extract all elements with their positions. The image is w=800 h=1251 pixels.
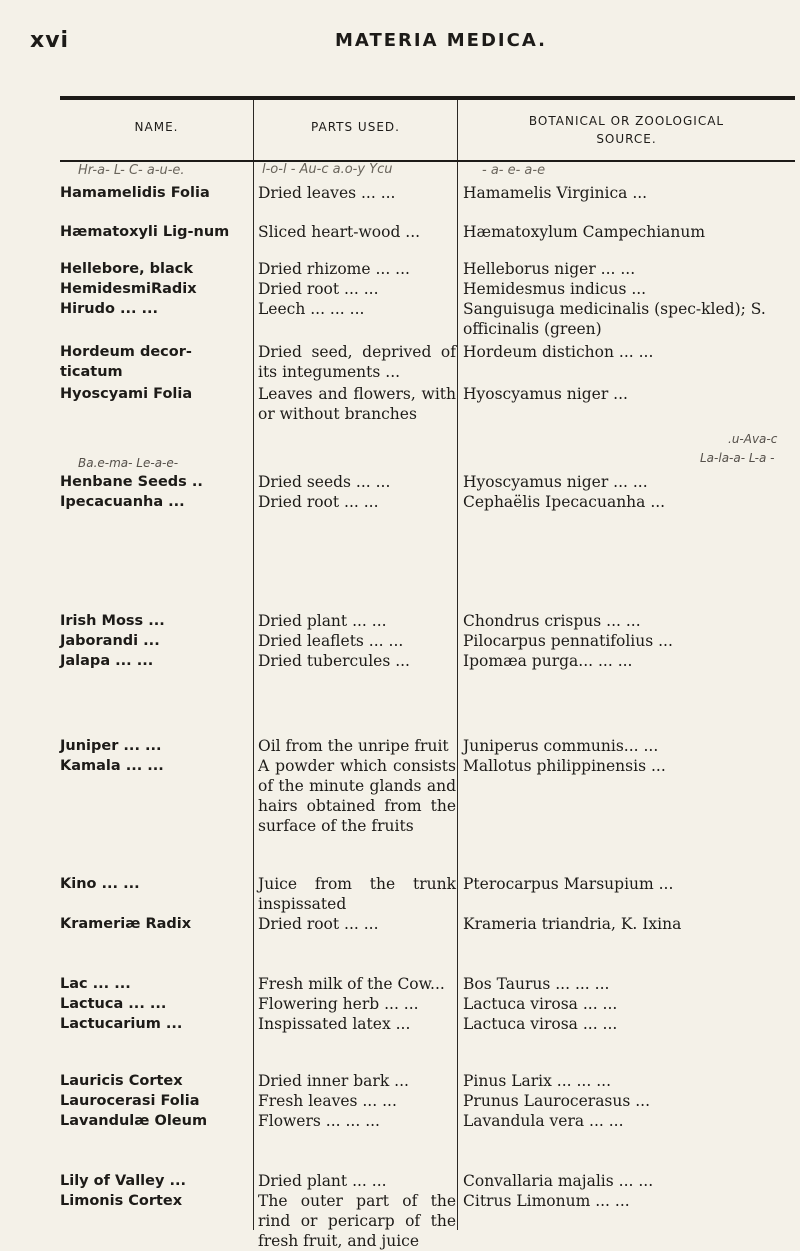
entry-name: Krameriæ Radix <box>60 916 192 932</box>
entry-source: Cephaëlis Ipecacuanha ... <box>463 493 666 511</box>
column-header-source <box>458 112 795 148</box>
entry-part: Flowers ... ... ... <box>258 1112 380 1130</box>
entry-name: Kino ... ... <box>60 876 140 892</box>
book-title: MATERIA MEDICA. <box>335 30 547 51</box>
entry-name: Lavandulæ Oleum <box>60 1113 208 1129</box>
entry-part: Dried leaflets ... ... <box>258 632 404 650</box>
entry-source: Hyoscyamus niger ... <box>463 385 628 403</box>
entry-name: Irish Moss ... <box>60 613 165 629</box>
handwritten-note-margin-2: La-la-a- L-a - <box>700 451 775 465</box>
column-header-source-line1: BOTANICAL OR ZOOLOGICAL <box>528 114 725 128</box>
entry-name: Ipecacuanha ... <box>60 494 185 510</box>
entry-part: Oil from the unripe fruit <box>258 737 449 755</box>
entry-source: Krameria triandria, K. Ixina <box>463 915 682 933</box>
entry-source: Hordeum distichon ... ... <box>463 343 654 361</box>
entry-source: Lactuca virosa ... ... <box>463 1015 618 1033</box>
entry-name: Laurocerasi Folia <box>60 1093 200 1109</box>
entry-source: Chondrus crispus ... ... <box>463 612 641 630</box>
entry-source: Lavandula vera ... ... <box>463 1112 624 1130</box>
page-number: xvi <box>30 28 70 53</box>
entry-part: Dried root ... ... <box>258 915 379 933</box>
entry-part: Dried root ... ... <box>258 493 379 511</box>
entry-part: Fresh leaves ... ... <box>258 1092 397 1110</box>
entry-name: Hellebore, black <box>60 261 193 277</box>
header-rule <box>60 160 795 162</box>
entry-name: Limonis Cortex <box>60 1193 183 1209</box>
entry-part: Dried root ... ... <box>258 280 379 298</box>
entry-source: Convallaria majalis ... ... <box>463 1172 654 1190</box>
entry-part: Dried plant ... ... <box>258 1172 387 1190</box>
column-divider-2 <box>457 100 458 1230</box>
entry-part: Fresh milk of the Cow... <box>258 975 445 993</box>
entry-name: Hæmatoxyli Lig-num <box>60 224 230 240</box>
entry-name: Lily of Valley ... <box>60 1173 187 1189</box>
entry-source: Prunus Laurocerasus ... <box>463 1092 651 1110</box>
entry-source: Hemidesmus indicus ... <box>463 280 647 298</box>
entry-part: Dried leaves ... ... <box>258 184 396 202</box>
entry-name: Lauricis Cortex <box>60 1073 183 1089</box>
column-divider-1 <box>253 100 254 1230</box>
entry-part: Dried seed, deprived of its integuments ... <box>258 343 456 381</box>
handwritten-note-name: Hr-a- L- C- a-u-e. <box>78 163 185 178</box>
column-header-parts: PARTS USED. <box>311 120 400 134</box>
entry-name: Hirudo ... ... <box>60 301 159 317</box>
entry-name: Hyoscyami Folia <box>60 386 193 402</box>
handwritten-note-margin-1: .u-Ava-c <box>728 432 778 446</box>
entry-source: Hyoscyamus niger ... ... <box>463 473 648 491</box>
entry-source: Pterocarpus Marsupium ... <box>463 875 674 893</box>
handwritten-note-henbane: Ba.e-ma- Le-a-e- <box>78 456 179 470</box>
entry-part: Dried rhizome ... ... <box>258 260 410 278</box>
entry-source: Sanguisuga medicinalis (spec-kled); S. officinalis (green) <box>463 300 766 338</box>
entry-source: Mallotus philippinensis ... <box>463 757 666 775</box>
entry-part: Flowering herb ... ... <box>258 995 419 1013</box>
table-top-rule <box>60 96 795 100</box>
entry-source: Hamamelis Virginica ... <box>463 184 648 202</box>
entry-part: Dried seeds ... ... <box>258 473 391 491</box>
entry-name: Hamamelidis Folia <box>60 185 210 201</box>
entry-source: Pinus Larix ... ... ... <box>463 1072 611 1090</box>
entry-source: Juniperus communis... ... <box>463 737 659 755</box>
entry-part: Leech ... ... ... <box>258 300 365 318</box>
entry-name: Lac ... ... <box>60 976 131 992</box>
entry-name: Lactucarium ... <box>60 1016 183 1032</box>
entry-source: Ipomæa purga... ... ... <box>463 652 633 670</box>
entry-source: Citrus Limonum ... ... <box>463 1192 630 1210</box>
entry-name: Lactuca ... ... <box>60 996 167 1012</box>
entry-part: Leaves and flowers, with or without branches <box>258 385 456 423</box>
entry-part: Juice from the trunk inspissated <box>258 875 456 913</box>
entry-source: Bos Taurus ... ... ... <box>463 975 610 993</box>
entry-name: Kamala ... ... <box>60 758 164 774</box>
handwritten-note-source: - a- e- a-e <box>482 163 546 178</box>
entry-part: Inspissated latex ... <box>258 1015 411 1033</box>
entry-part: Dried tubercules ... <box>258 652 410 670</box>
entry-name: Juniper ... ... <box>60 738 162 754</box>
running-head <box>0 26 800 56</box>
column-header-source-line2: SOURCE. <box>596 132 657 146</box>
entry-part: Dried plant ... ... <box>258 612 387 630</box>
entry-source: Helleborus niger ... ... <box>463 260 636 278</box>
entry-source: Pilocarpus pennatifolius ... <box>463 632 673 650</box>
entry-name: Jalapa ... ... <box>60 653 154 669</box>
column-header-name: NAME. <box>134 120 179 134</box>
entry-name: Henbane Seeds .. <box>60 474 203 490</box>
entry-part: Sliced heart-wood ... <box>258 223 421 241</box>
entry-name: Jaborandi ... <box>60 633 160 649</box>
entry-part: Dried inner bark ... <box>258 1072 409 1090</box>
entry-part: The outer part of the rind or pericarp of the fresh fruit, and juice <box>258 1192 456 1250</box>
entry-source: Hæmatoxylum Campechianum <box>463 223 706 241</box>
entry-name: Hordeum decor-ticatum <box>60 344 192 380</box>
entry-source: Lactuca virosa ... ... <box>463 995 618 1013</box>
handwritten-note-parts: l-o-l - Au-c a.o-y Ycu <box>262 162 393 177</box>
entry-name: HemidesmiRadix <box>60 281 197 297</box>
entry-part: A powder which consists of the minute glands and hairs obtained from the surface of the fruits <box>258 757 456 835</box>
